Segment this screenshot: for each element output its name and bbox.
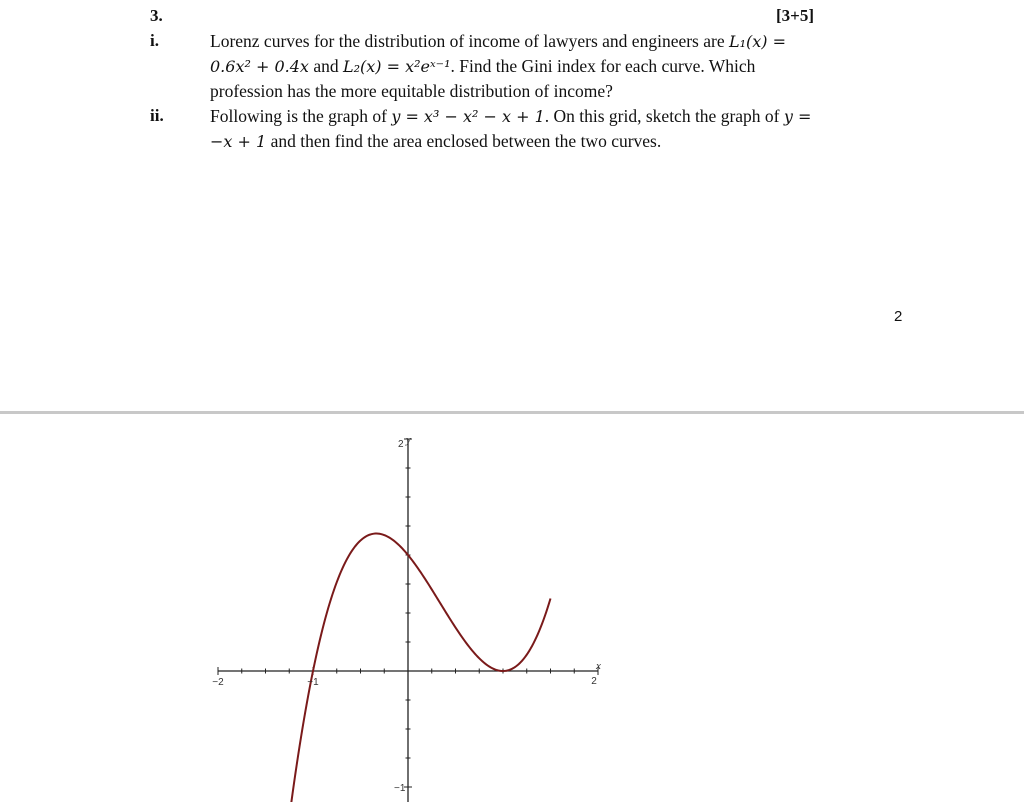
part-i-l2-math2: L₂(x) = x²eˣ⁻¹ (342, 57, 451, 76)
tick-label-x-pos2: 2 (591, 676, 597, 687)
tick-label-y-neg1: −1 (394, 783, 406, 794)
part-ii-l1-math: y = x³ − x² − x + 1 (391, 107, 545, 126)
cubic-graph (205, 434, 615, 800)
part-i-line1-text: Lorenz curves for the distribution of income of lawyers and engineers are (210, 31, 729, 51)
question-marks: [3+5] (776, 6, 815, 25)
part-i-and: and (308, 56, 343, 76)
page-number: 2 (894, 308, 903, 325)
part-i-line3-text: profession has the more equitable distribution of income? (210, 81, 613, 101)
part-i-l1-math: L₁(x) = (728, 32, 787, 51)
question-number: 3. (150, 6, 163, 25)
part-i-l2-math: 0.6x² + 0.4x (210, 57, 309, 76)
part-ii-line2-text: and then find the area enclosed between the two curves. (266, 131, 662, 151)
axis-name-x: x (596, 660, 601, 672)
part-i-line2-text: . Find the Gini index for each curve. Which (450, 56, 756, 76)
tick-label-x-neg2: −2 (212, 677, 224, 688)
axis-name-y: y (406, 434, 411, 446)
part-ii-line1-text2: . On this grid, sketch the graph of (544, 106, 784, 126)
tick-label-y-pos2: 2 (398, 439, 404, 450)
part-i-label: i. (150, 31, 159, 50)
part-ii-text (210, 104, 900, 154)
page-divider (0, 411, 1024, 414)
part-ii-line1-text: Following is the graph of (210, 106, 392, 126)
part-ii-l1-math2: y = (783, 107, 812, 126)
tick-label-x-neg1: −1 (307, 677, 319, 688)
part-ii-l2-math: −x + 1 (210, 132, 267, 151)
part-i-text (210, 29, 900, 104)
part-ii-label: ii. (150, 106, 164, 125)
